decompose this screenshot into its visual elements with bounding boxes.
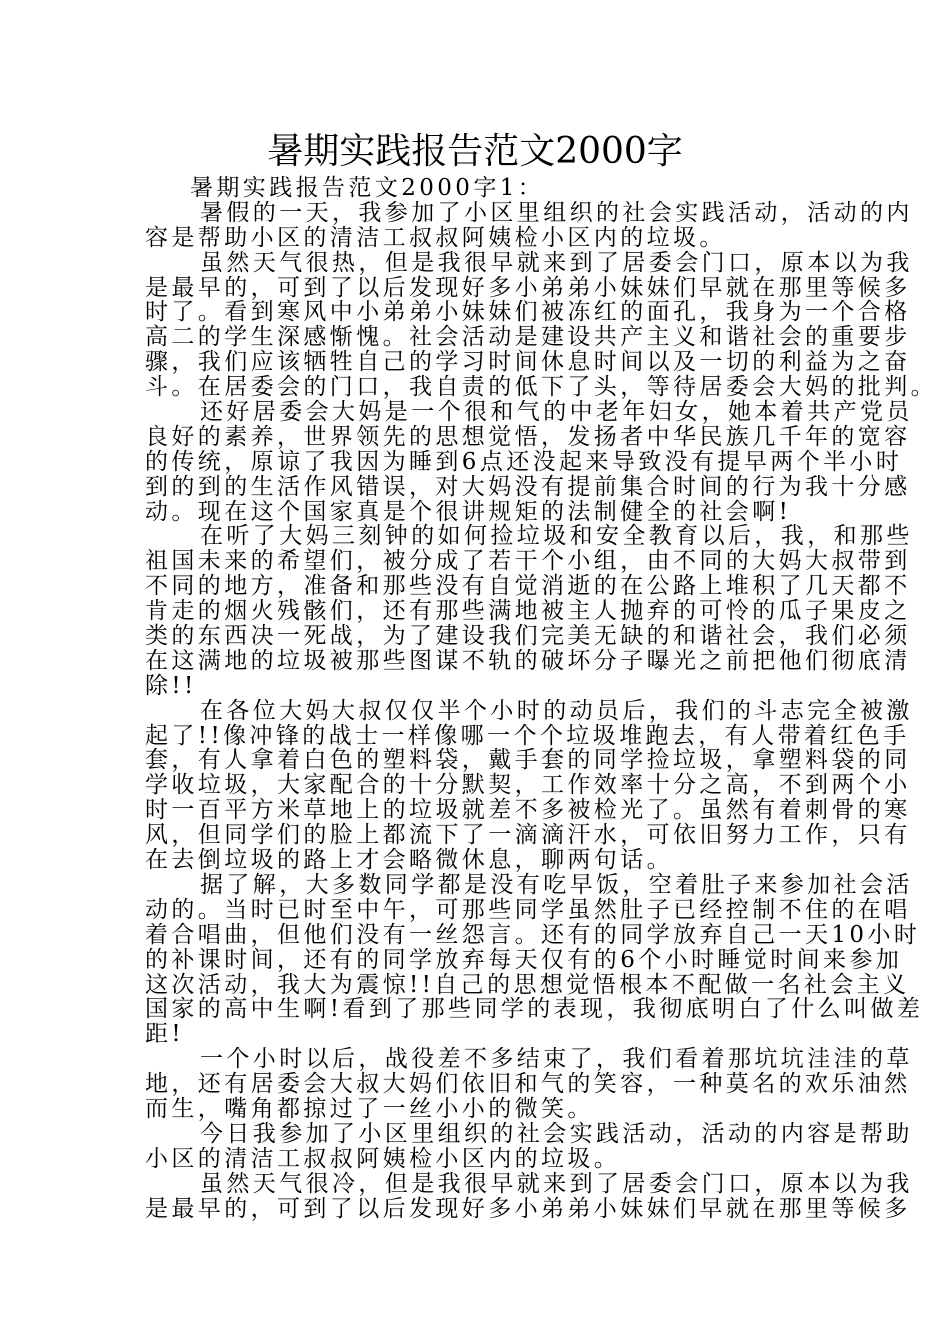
text-line: 肯走的烟火残骸们，还有那些满地被主人抛弃的可怜的瓜子果皮之 (145, 598, 911, 625)
document-body (145, 175, 937, 1222)
text-line: 时一百平方米草地上的垃圾就差不多被检光了。虽然有着刺骨的寒 (145, 797, 911, 824)
text-line: 据了解，大多数同学都是没有吃早饭，空着肚子来参加社会活 (200, 871, 913, 898)
text-line: 不同的地方，准备和那些没有自觉消逝的在公路上堆积了几天都不 (145, 573, 911, 600)
paragraphs (145, 199, 937, 1222)
text-line: 国家的高中生啊!看到了那些同学的表现，我彻底明白了什么叫做差 (145, 996, 924, 1023)
text-line: 在去倒垃圾的路上才会略微休息，聊两句话。 (145, 847, 673, 874)
paragraph (145, 1120, 913, 1172)
paragraph (145, 199, 913, 251)
text-line: 还好居委会大妈是一个很和气的中老年妇女，她本着共产党员 (200, 399, 913, 426)
text-line: 的补课时间，还有的同学放弃每天仅有的6个小时睡觉时间来参加 (145, 946, 903, 973)
text-line: 在听了大妈三刻钟的如何捡垃圾和安全教育以后，我，和那些 (200, 523, 913, 550)
text-line: 斗。在居委会的门口，我自责的低下了头，等待居委会大妈的批判。 (145, 374, 937, 401)
paragraph (145, 1170, 913, 1222)
text-line: 高二的学生深感惭愧。社会活动是建设共产主义和谐社会的重要步 (145, 324, 911, 351)
text-line: 而生，嘴角都掠过了一丝小小的微笑。 (145, 1095, 594, 1122)
section-heading: 暑期实践报告范文2000字1： (190, 175, 545, 201)
text-line: 的传统，原谅了我因为睡到6点还没起来导致没有提早两个半小时 (145, 448, 903, 475)
text-line: 今日我参加了小区里组织的社会实践活动，活动的内容是帮助 (200, 1120, 913, 1147)
text-line: 动的。当时已时至中午，可那些同学虽然肚子已经控制不住的在唱 (145, 896, 911, 923)
text-line: 这次活动，我大为震惊!!自己的思想觉悟根本不配做一名社会主义 (145, 971, 910, 998)
text-line: 套，有人拿着白色的塑料袋，戴手套的同学捡垃圾，拿塑料袋的同 (145, 747, 911, 774)
text-line: 在这满地的垃圾被那些图谋不轨的破坏分子曝光之前把他们彻底清 (145, 647, 911, 674)
paragraph (145, 1046, 913, 1122)
text-line: 着合唱曲，但他们没有一丝怨言。还有的同学放弃自己一天10小时 (145, 921, 921, 948)
text-line: 是最早的，可到了以后发现好多小弟弟小妹妹们早就在那里等候多 (145, 1195, 911, 1222)
paragraph (145, 523, 913, 699)
text-line: 良好的素养，世界领先的思想觉悟，发扬者中华民族几千年的宽容 (145, 423, 911, 450)
text-line: 一个小时以后，战役差不多结束了，我们看着那坑坑洼洼的草 (200, 1046, 913, 1073)
text-line: 虽然天气很热，但是我很早就来到了居委会门口，原本以为我 (200, 249, 913, 276)
text-line: 是最早的，可到了以后发现好多小弟弟小妹妹们早就在那里等候多 (145, 274, 911, 301)
text-line: 除!! (145, 672, 197, 699)
text-line: 风，但同学们的脸上都流下了一滴滴汗水，可依旧努力工作，只有 (145, 822, 911, 849)
document-title: 暑期实践报告范文2000字 (267, 131, 683, 172)
text-line: 容是帮助小区的清洁工叔叔阿姨检小区内的垃圾。 (145, 224, 726, 251)
paragraph (145, 399, 913, 525)
text-line: 祖国未来的希望们，被分成了若干个小组，由不同的大妈大叔带到 (145, 548, 911, 575)
text-line: 地，还有居委会大叔大妈们依旧和气的笑容，一种莫名的欢乐油然 (145, 1071, 911, 1098)
text-line: 暑假的一天，我参加了小区里组织的社会实践活动，活动的内 (200, 199, 913, 226)
paragraph (145, 697, 913, 874)
text-line: 时了。看到寒风中小弟弟小妹妹们被冻红的面孔，我身为一个合格 (145, 299, 911, 326)
text-line: 小区的清洁工叔叔阿姨检小区内的垃圾。 (145, 1145, 621, 1172)
text-line: 骤，我们应该牺牲自己的学习时间休息时间以及一切的利益为之奋 (145, 349, 911, 376)
text-line: 学收垃圾，大家配合的十分默契，工作效率十分之高，不到两个小 (145, 772, 911, 799)
text-line: 起了!!像冲锋的战士一样像哪一个个垃圾堆跑去，有人带着红色手 (145, 722, 910, 749)
paragraph (145, 249, 937, 401)
text-line: 到的到的生活作风错误，对大妈没有提前集合时间的行为我十分感 (145, 473, 911, 500)
text-line: 距! (145, 1021, 185, 1048)
text-line: 在各位大妈大叔仅仅半个小时的动员后，我们的斗志完全被激 (200, 697, 913, 724)
text-line: 虽然天气很冷，但是我很早就来到了居委会门口，原本以为我 (200, 1170, 913, 1197)
text-line: 类的东西决一死战，为了建设我们完美无缺的和谐社会，我们必须 (145, 623, 911, 650)
paragraph (145, 871, 924, 1048)
text-line: 动。现在这个国家真是个很讲规矩的法制健全的社会啊! (145, 498, 792, 525)
